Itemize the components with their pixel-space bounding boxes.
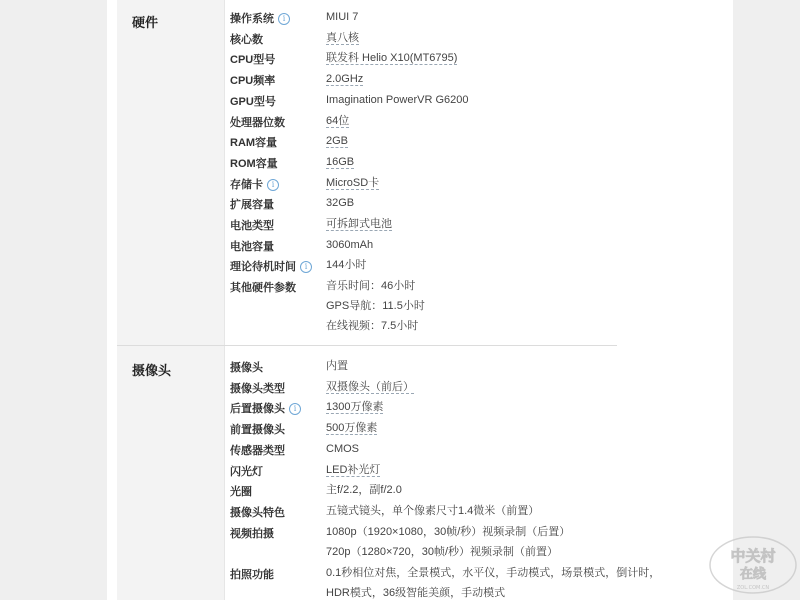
spec-value-text: GPS导航：11.5小时 [326,300,425,313]
spec-value-text: Imagination PowerVR G6200 [326,93,469,106]
spec-key-label: 后置摄像头 [230,403,285,416]
spec-value-link[interactable]: 2GB [326,135,349,148]
spec-key [230,51,322,67]
spec-value-text: 音乐时间：46小时 [326,280,416,293]
spec-value-text: 五镜式镜头，单个像素尺寸1.4微米（前置） [326,504,540,517]
spec-value [326,421,377,441]
spec-value-link[interactable]: MicroSD卡 [326,176,380,189]
spec-key [230,176,322,192]
spec-value [326,238,373,258]
spec-key-label: 闪光灯 [230,465,263,478]
spec-value [326,463,380,483]
category-column-camera [117,346,224,600]
spec-key-label: RAM容量 [230,137,278,150]
spec-key-label: 电池容量 [230,240,274,253]
spec-value [326,217,392,237]
watermark-line1: 中关村 [730,547,776,565]
spec-key [230,72,322,88]
spec-key [230,10,322,26]
spec-value [326,176,379,196]
spec-value-link[interactable]: LED补光灯 [326,463,381,476]
spec-value [326,196,354,216]
spec-key-label: CPU频率 [230,75,276,88]
spec-key-label: GPU型号 [230,95,276,108]
spec-value-text: CMOS [326,442,359,455]
spec-key [230,525,322,541]
spec-value [326,258,366,278]
left-margin [0,0,107,600]
spec-value [326,400,383,420]
spec-value-text: 144小时 [326,259,367,272]
spec-key-label: 理论待机时间 [230,261,296,274]
spec-key-label: ROM容量 [230,157,278,170]
section-title-hardware: 硬件 [132,15,159,30]
spec-value [326,380,414,400]
spec-value-text: 在线视频：7.5小时 [326,320,419,333]
spec-value [326,114,349,134]
spec-value [326,483,402,503]
spec-value-text: 720p（1280×720，30帧/秒）视频录制（前置） [326,545,559,558]
spec-value-text: MIUI 7 [326,11,359,23]
spec-value-link[interactable]: 500万像素 [326,422,378,435]
watermark-sub: ZOL.COM.CN [736,585,770,591]
spec-value-link[interactable]: 双摄像头（前后） [326,380,414,393]
spec-key [230,238,322,254]
spec-value [326,10,358,30]
spec-key-label: 核心数 [230,33,263,46]
spec-value [326,359,348,379]
spec-value-link[interactable]: 64位 [326,114,350,127]
spec-key-label: 扩展容量 [230,199,274,212]
spec-key [230,380,322,396]
spec-value [326,566,660,606]
spec-value-link[interactable]: 可拆卸式电池 [326,218,392,230]
spec-key-label: 其他硬件参数 [230,282,296,295]
watermark-line2: 在线 [739,567,767,582]
spec-value-text: 主f/2.2，副f/2.0 [326,484,402,497]
spec-key [230,114,322,130]
spec-key [230,359,322,375]
zol-watermark-logo [708,535,798,595]
spec-value [326,72,363,92]
spec-key [230,217,322,233]
spec-key-label: 前置摄像头 [230,424,285,437]
spec-key [230,93,322,109]
spec-value [326,134,348,154]
spec-key-label: 操作系统 [230,13,274,25]
spec-key-label: 传感器类型 [230,444,285,457]
spec-value [326,442,359,462]
spec-value [326,155,354,175]
spec-key [230,196,322,212]
spec-value [326,525,570,565]
spec-value-link[interactable]: 16GB [326,155,355,168]
info-icon[interactable]: i [300,261,312,273]
spec-key-label: 拍照功能 [230,569,274,581]
spec-key-label: 视频拍摄 [230,527,274,540]
spec-key [230,400,322,416]
spec-key-label: 摄像头类型 [230,382,285,395]
spec-value [326,31,359,51]
spec-key [230,279,322,295]
info-icon[interactable]: i [267,179,279,191]
spec-value [326,93,468,113]
spec-key [230,421,322,437]
right-margin [733,0,800,600]
spec-value-text: 0.1秒相位对焦，全景模式，水平仪，手动模式，场景模式，倒计时， [326,567,661,579]
spec-value-link[interactable]: 联发科 Helio X10(MT6795) [326,52,458,65]
spec-key [230,442,322,458]
spec-key-label: 处理器位数 [230,116,285,129]
category-column-hardware [117,0,224,345]
spec-value-link[interactable]: 1300万像素 [326,401,384,414]
spec-key-label: 光圈 [230,486,252,499]
spec-key [230,483,322,499]
spec-key-label: CPU型号 [230,54,276,67]
spec-value-text: 1080p（1920×1080，30帧/秒）视频录制（后置） [326,525,571,538]
spec-key [230,566,322,582]
spec-key [230,258,322,274]
spec-value-text: HDR模式，36级智能美颜，手动模式 [326,587,506,599]
spec-key [230,463,322,479]
spec-key-label: 存储卡 [230,178,263,191]
spec-key [230,31,322,47]
spec-key-label: 摄像头特色 [230,506,285,519]
spec-key [230,155,322,171]
spec-key [230,134,322,150]
info-icon[interactable]: i [278,13,290,25]
column-divider [224,346,225,600]
column-divider [224,0,225,345]
info-icon[interactable]: i [289,403,301,415]
spec-key [230,504,322,520]
spec-value [326,279,425,339]
spec-value-link[interactable]: 真八核 [326,31,359,44]
spec-value [326,51,457,71]
spec-value-text: 32GB [326,197,355,210]
spec-key-label: 摄像头 [230,362,263,374]
spec-key-label: 电池类型 [230,220,274,232]
spec-value-text: 3060mAh [326,238,374,251]
spec-value [326,504,539,524]
spec-value-link[interactable]: 2.0GHz [326,73,364,86]
section-title-camera: 摄像头 [132,363,172,378]
spec-value-text: 内置 [326,360,348,372]
